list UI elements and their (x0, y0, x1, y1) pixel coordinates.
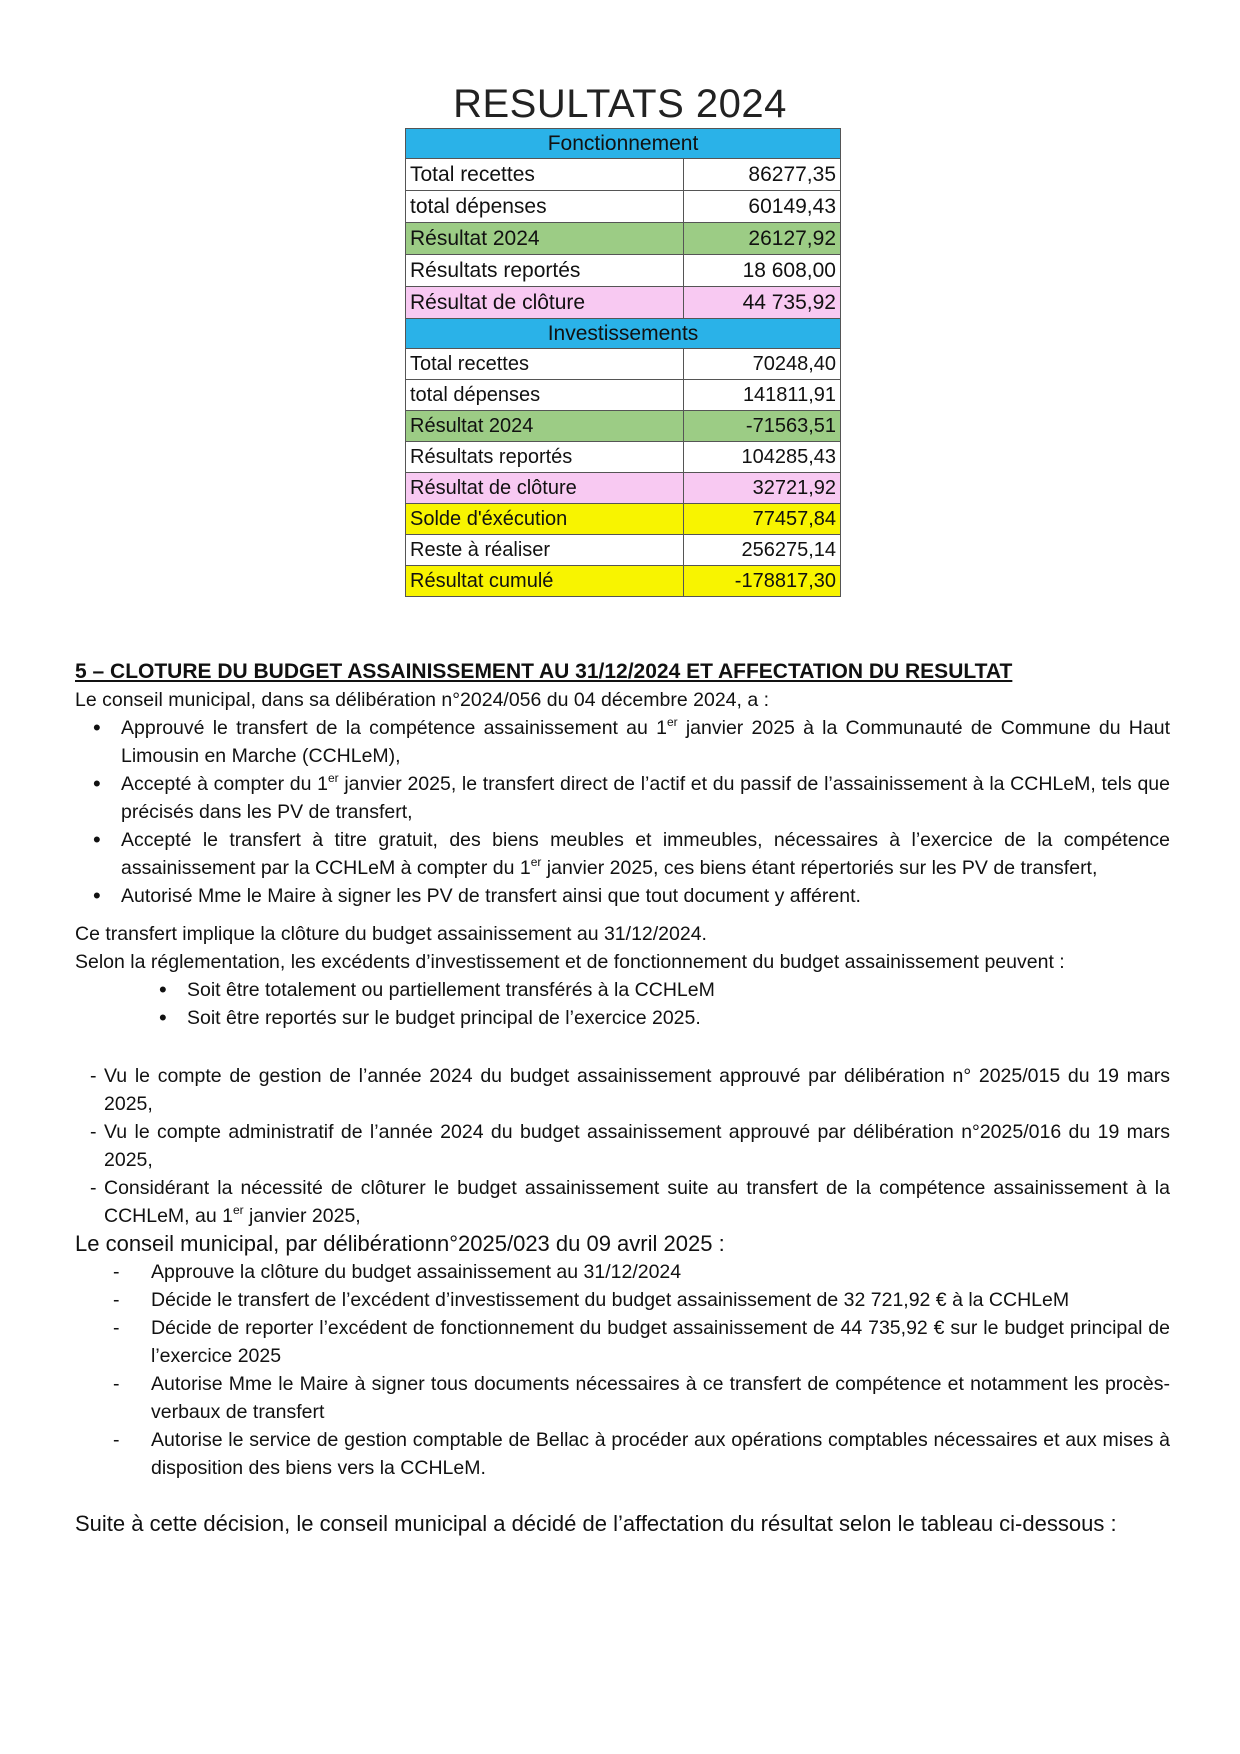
list-item: • Soit être totalement ou partiellement transférés à la CCHLeM (187, 976, 1170, 1004)
table-row (406, 411, 841, 442)
list-item: - Décide de reporter l’excédent de fonctionnement du budget assainissement de 44 735,92 € sur le budget principal de l’exercice 2025 (151, 1314, 1170, 1370)
row-label: Solde d'éxécution (406, 504, 684, 535)
row-label: Total recettes (406, 349, 684, 380)
table-row (406, 223, 841, 255)
list-item: - Décide le transfert de l’excédent d’investissement du budget assainissement de 32 721,92 € à la CCHLeM (151, 1286, 1170, 1314)
list-item: - Autorise le service de gestion comptable de Bellac à procéder aux opérations comptables nécessaires et aux mises à disposition des biens vers la CCHLeM. (151, 1426, 1170, 1482)
table-row (406, 473, 841, 504)
row-label: Reste à réaliser (406, 535, 684, 566)
row-label: Résultat 2024 (406, 223, 684, 255)
intro-paragraph: Le conseil municipal, dans sa délibération n°2024/056 du 04 décembre 2024, a : (75, 689, 770, 711)
row-value: 18 608,00 (684, 255, 841, 287)
row-value: 44 735,92 (684, 287, 841, 319)
section-header-row (406, 319, 841, 349)
list-item: - Approuve la clôture du budget assainissement au 31/12/2024 (151, 1258, 1170, 1286)
row-value: -71563,51 (684, 411, 841, 442)
row-label: Résultat 2024 (406, 411, 684, 442)
decisions-list (75, 1258, 1170, 1482)
row-label: total dépenses (406, 380, 684, 411)
table-row (406, 504, 841, 535)
table-row (406, 159, 841, 191)
options-list (75, 976, 1170, 1032)
row-label: Résultat cumulé (406, 566, 684, 597)
section-header-row (406, 129, 841, 159)
table-row (406, 535, 841, 566)
document-body (75, 658, 1170, 1538)
section-heading: 5 – CLOTURE DU BUDGET ASSAINISSEMENT AU 31/12/2024 ET AFFECTATION DU RESULTAT (75, 660, 1013, 683)
row-value: 86277,35 (684, 159, 841, 191)
row-value: 141811,91 (684, 380, 841, 411)
table-row (406, 349, 841, 380)
results-table (405, 128, 841, 597)
list-item: - Vu le compte de gestion de l’année 2024 du budget assainissement approuvé par délibération n° 2025/015 du 19 mars 2025, (104, 1062, 1170, 1118)
table-row (406, 287, 841, 319)
row-value: -178817,30 (684, 566, 841, 597)
closing-paragraph: Suite à cette décision, le conseil municipal a décidé de l’affectation du résultat selon le tableau ci-dessous : (75, 1511, 1117, 1536)
list-item: • Soit être reportés sur le budget principal de l’exercice 2025. (187, 1004, 1170, 1032)
row-value: 26127,92 (684, 223, 841, 255)
list-item: • Approuvé le transfert de la compétence assainissement au 1er janvier 2025 à la Communauté de Commune du Haut Limousin en Marche (CCHLeM), (121, 714, 1170, 770)
page-title: RESULTATS 2024 (453, 82, 787, 126)
list-item: • Accepté le transfert à titre gratuit, des biens meubles et immeubles, nécessaires à l’exercice de la compétence assainissement par la CCHLeM à compter du 1er janvier 2025, ces biens étant répertoriés sur les PV de transfert, (121, 826, 1170, 882)
row-label: Résultat de clôture (406, 473, 684, 504)
table-row (406, 255, 841, 287)
table-row (406, 566, 841, 597)
approval-list (75, 714, 1170, 910)
table-row (406, 380, 841, 411)
row-value: 256275,14 (684, 535, 841, 566)
list-item: - Vu le compte administratif de l’année 2024 du budget assainissement approuvé par délibération n°2025/016 du 19 mars 2025, (104, 1118, 1170, 1174)
considerations-list (75, 1062, 1170, 1230)
row-label: Résultats reportés (406, 442, 684, 473)
row-label: Total recettes (406, 159, 684, 191)
fonctionnement-header: Fonctionnement (406, 129, 841, 159)
row-label: total dépenses (406, 191, 684, 223)
paragraph: Selon la réglementation, les excédents d’investissement et de fonctionnement du budget assainissement peuvent : (75, 951, 1065, 973)
list-item: • Accepté à compter du 1er janvier 2025, le transfert direct de l’actif et du passif de l’assainissement à la CCHLeM, tels que précisés dans les PV de transfert, (121, 770, 1170, 826)
row-value: 104285,43 (684, 442, 841, 473)
list-item: - Autorise Mme le Maire à signer tous documents nécessaires à ce transfert de compétence et notamment les procès-verbaux de transfert (151, 1370, 1170, 1426)
table-row (406, 442, 841, 473)
row-label: Résultat de clôture (406, 287, 684, 319)
list-item: • Autorisé Mme le Maire à signer les PV de transfert ainsi que tout document y afférent. (121, 882, 1170, 910)
table-row (406, 191, 841, 223)
row-value: 77457,84 (684, 504, 841, 535)
row-value: 60149,43 (684, 191, 841, 223)
paragraph: Ce transfert implique la clôture du budget assainissement au 31/12/2024. (75, 923, 707, 945)
list-item: - Considérant la nécessité de clôturer le budget assainissement suite au transfert de la compétence assainissement à la CCHLeM, au 1er janvier 2025, (104, 1174, 1170, 1230)
row-label: Résultats reportés (406, 255, 684, 287)
row-value: 70248,40 (684, 349, 841, 380)
decision-intro: Le conseil municipal, par délibérationn°2025/023 du 09 avril 2025 : (75, 1231, 725, 1256)
investissements-header: Investissements (406, 319, 841, 349)
row-value: 32721,92 (684, 473, 841, 504)
